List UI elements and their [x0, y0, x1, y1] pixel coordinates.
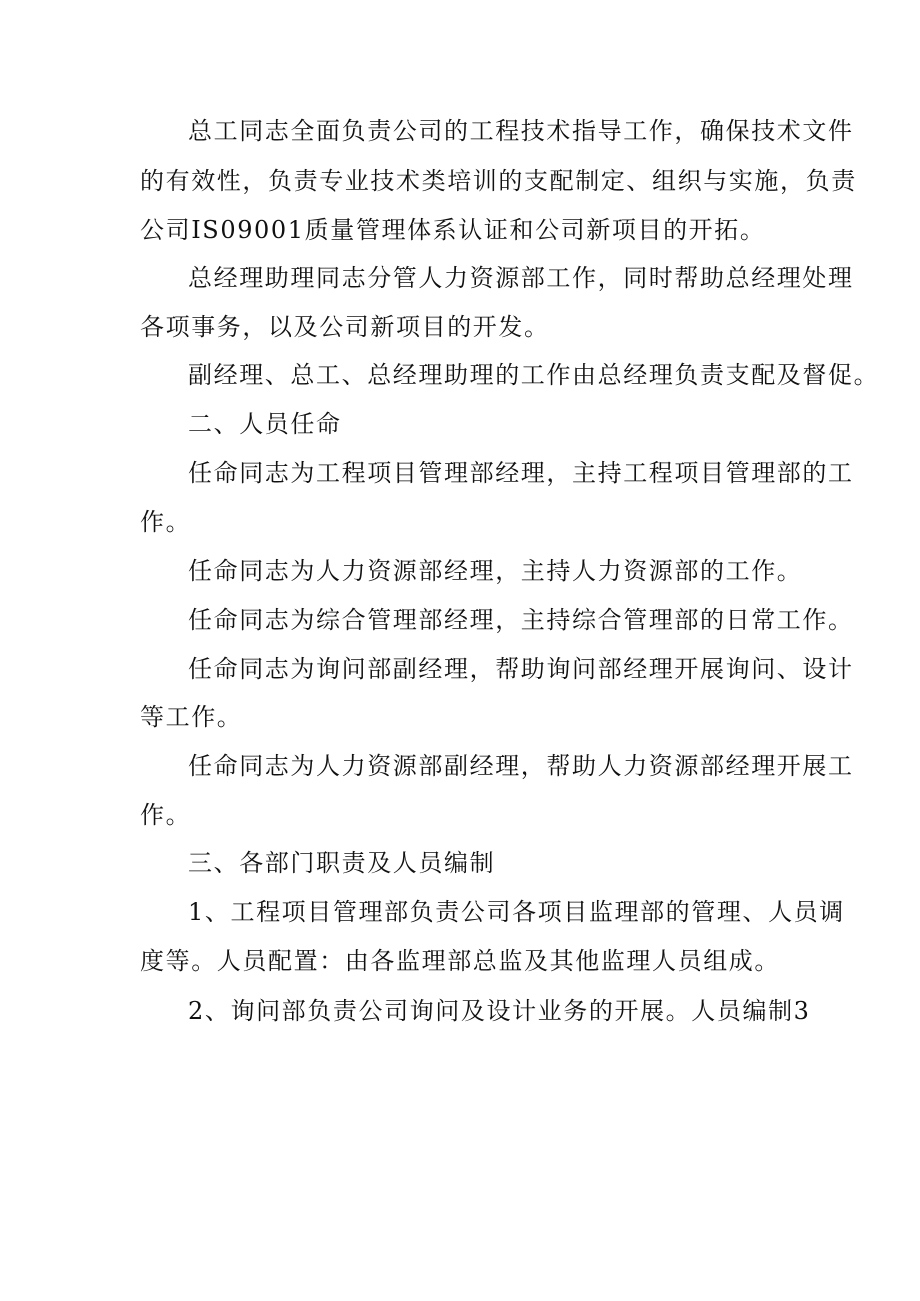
- appointment-hr-deputy-line-2: 作。: [140, 801, 192, 829]
- paragraph-chief-engineer-line-2: 的有效性，负责专业技术类培训的支配制定、组织与实施，负责: [140, 167, 857, 195]
- appointment-engineering-line-2: 作。: [140, 508, 192, 536]
- paragraph-chief-engineer-line-3: 公司IS09001质量管理体系认证和公司新项目的开拓。: [140, 216, 766, 244]
- department-engineering-line-2: 度等。人员配置：由各监理部总监及其他监理人员组成。: [140, 947, 780, 975]
- appointment-consulting-deputy-line-2: 等工作。: [140, 703, 243, 731]
- appointment-hr-deputy-line-1: 任命同志为人力资源部副经理，帮助人力资源部经理开展工: [188, 752, 854, 780]
- appointment-hr-manager: 任命同志为人力资源部经理，主持人力资源部的工作。: [188, 557, 803, 585]
- paragraph-supervision: 副经理、总工、总经理助理的工作由总经理负责支配及督促。: [188, 361, 880, 389]
- section-heading-appointments: 二、人员任命: [188, 410, 342, 438]
- appointment-engineering-line-1: 任命同志为工程项目管理部经理，主持工程项目管理部的工: [188, 459, 854, 487]
- department-consulting-line-1: 2、询问部负责公司询问及设计业务的开展。人员编制3: [188, 997, 811, 1025]
- appointment-general-management: 任命同志为综合管理部经理，主持综合管理部的日常工作。: [188, 606, 854, 634]
- paragraph-gm-assistant-line-1: 总经理助理同志分管人力资源部工作，同时帮助总经理处理: [188, 264, 854, 292]
- department-engineering-line-1: 1、工程项目管理部负责公司各项目监理部的管理、人员调: [188, 898, 845, 926]
- appointment-consulting-deputy-line-1: 任命同志为询问部副经理，帮助询问部经理开展询问、设计: [188, 655, 854, 683]
- paragraph-chief-engineer-line-1: 总工同志全面负责公司的工程技术指导工作，确保技术文件: [188, 117, 854, 145]
- paragraph-gm-assistant-line-2: 各项事务，以及公司新项目的开发。: [140, 313, 550, 341]
- section-heading-departments: 三、各部门职责及人员编制: [188, 849, 496, 877]
